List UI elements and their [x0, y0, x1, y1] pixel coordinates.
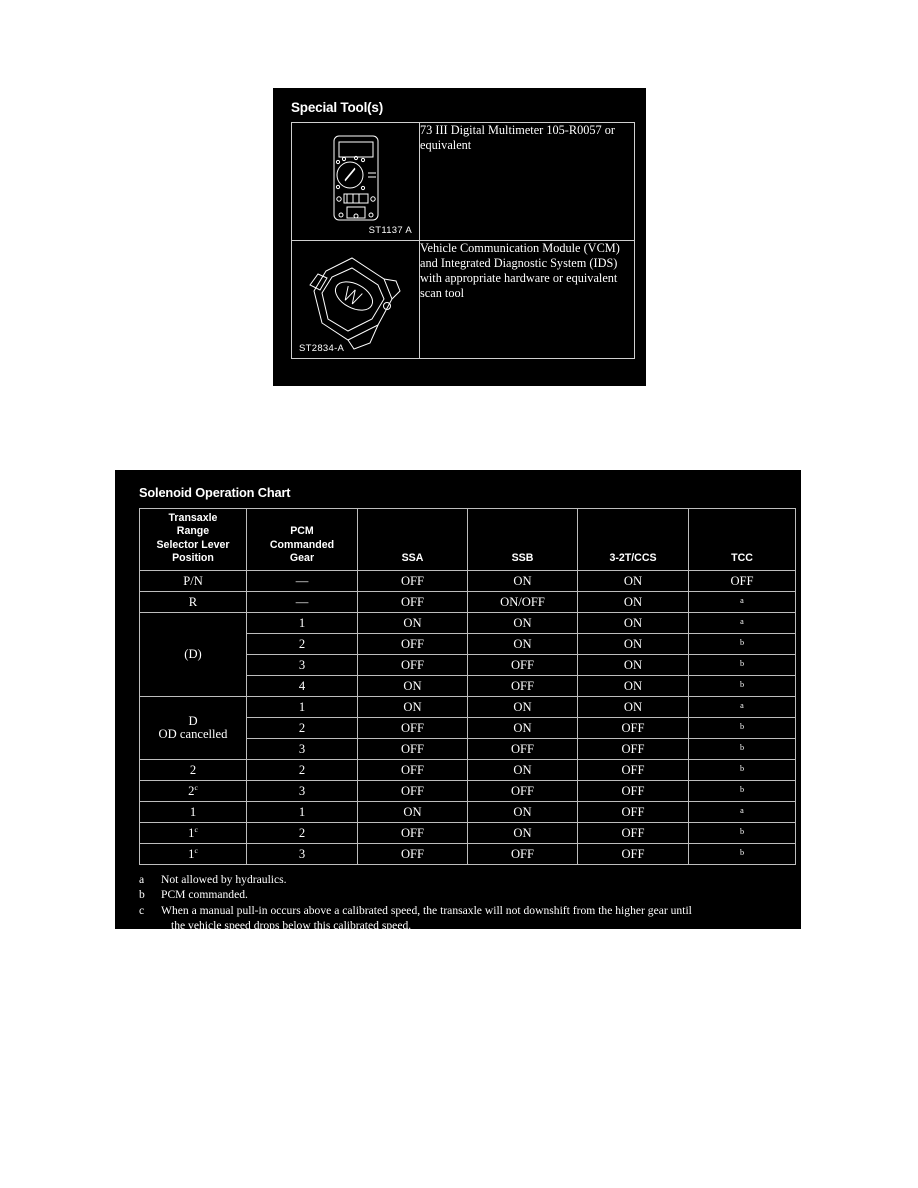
cell-ssb: ON	[468, 634, 578, 655]
footnote-marker: c	[194, 824, 198, 834]
cell-3-2t-ccs: OFF	[578, 823, 689, 844]
footnote-marker: b	[739, 721, 745, 731]
cell-ssb: OFF	[468, 676, 578, 697]
header-line: Transaxle	[168, 511, 218, 524]
footnote-mark: a	[139, 873, 145, 886]
footnote-marker: b	[739, 658, 745, 668]
cell-ssa: OFF	[358, 571, 468, 592]
footnote-item	[139, 872, 787, 887]
cell-ssb: ON	[468, 718, 578, 739]
footnote-text: PCM commanded.	[161, 888, 248, 902]
cell-ssa: OFF	[358, 634, 468, 655]
header-line: Gear	[289, 552, 315, 565]
table-row	[140, 697, 796, 718]
cell-ssb: ON	[468, 802, 578, 823]
cell-tcc	[689, 613, 796, 634]
cell-ssa: OFF	[358, 781, 468, 802]
cell-ssa: OFF	[358, 760, 468, 781]
header-line: Position	[172, 552, 214, 565]
cell-tcc	[689, 634, 796, 655]
cell-commanded-gear: 1	[247, 802, 358, 823]
position-line: 1$^c$	[188, 824, 198, 840]
cell-tcc	[689, 802, 796, 823]
cell-ssa: OFF	[358, 823, 468, 844]
cell-ssa: ON	[358, 676, 468, 697]
solenoid-chart-title: Solenoid Operation Chart	[139, 485, 291, 500]
footnote-text: Not allowed by hydraulics.	[161, 873, 287, 886]
cell-selector-position	[140, 592, 247, 613]
header-line: SSA	[401, 552, 424, 565]
header-line: TCC	[731, 552, 753, 565]
position-line: D	[188, 714, 198, 729]
cell-tcc	[689, 823, 796, 844]
cell-ssa: OFF	[358, 739, 468, 760]
footnote-marker: c	[194, 845, 198, 855]
footnote-marker: a	[740, 805, 744, 815]
cell-ssb: OFF	[468, 739, 578, 760]
solenoid-operation-chart-block	[115, 470, 801, 932]
header-line: SSB	[511, 552, 534, 565]
cell-tcc	[689, 655, 796, 676]
cell-commanded-gear: —	[247, 592, 358, 613]
cell-commanded-gear: 3	[247, 655, 358, 676]
table-row	[140, 571, 796, 592]
footnote-marker: b	[739, 847, 745, 857]
header-row	[140, 509, 796, 571]
position-line: (D)	[184, 647, 202, 662]
column-header-0	[140, 509, 247, 571]
tool-code-multimeter: ST1137 A	[368, 225, 412, 236]
cell-ssb: ON	[468, 697, 578, 718]
cell-3-2t-ccs: ON	[578, 697, 689, 718]
table-row	[292, 241, 635, 359]
column-header-4	[578, 509, 689, 571]
position-line: 1$^c$	[188, 845, 198, 861]
table-row	[292, 123, 635, 241]
position-line: 2$^c$	[188, 782, 198, 798]
position-line: P/N	[183, 573, 203, 588]
position-line: 1	[189, 804, 197, 819]
cell-ssa: ON	[358, 802, 468, 823]
cell-3-2t-ccs: ON	[578, 655, 689, 676]
footnote-marker: b	[739, 742, 745, 752]
cell-3-2t-ccs: OFF	[578, 718, 689, 739]
cell-ssb: ON/OFF	[468, 592, 578, 613]
footnote-text-continued: the vehicle speed drops below this calibrated speed.	[171, 918, 412, 932]
cell-commanded-gear: 1	[247, 697, 358, 718]
cell-ssb: OFF	[468, 781, 578, 802]
cell-3-2t-ccs: OFF	[578, 802, 689, 823]
cell-selector-position	[140, 823, 247, 844]
table-row	[140, 781, 796, 802]
cell-selector-position	[140, 760, 247, 781]
cell-ssb: ON	[468, 571, 578, 592]
cell-ssa: OFF	[358, 592, 468, 613]
vcm-description-cell: Vehicle Communication Module (VCM) and Integrated Diagnostic System (IDS) with appropriate hardware or equivalent scan tool	[420, 241, 635, 359]
cell-3-2t-ccs: ON	[578, 613, 689, 634]
cell-ssa: ON	[358, 697, 468, 718]
cell-commanded-gear: 2	[247, 760, 358, 781]
cell-tcc	[689, 760, 796, 781]
cell-tcc	[689, 592, 796, 613]
vcm-image-cell	[292, 241, 420, 359]
footnote-item	[139, 887, 787, 902]
cell-commanded-gear: 2	[247, 634, 358, 655]
header-line: PCM	[290, 525, 314, 538]
cell-3-2t-ccs: ON	[578, 634, 689, 655]
cell-commanded-gear: 3	[247, 844, 358, 865]
cell-ssb: ON	[468, 823, 578, 844]
cell-3-2t-ccs: ON	[578, 571, 689, 592]
column-header-1	[247, 509, 358, 571]
cell-tcc: OFF	[689, 571, 796, 592]
digital-multimeter-icon	[292, 123, 420, 241]
cell-ssb: ON	[468, 760, 578, 781]
cell-ssb: OFF	[468, 655, 578, 676]
column-header-5	[689, 509, 796, 571]
cell-selector-position	[140, 802, 247, 823]
cell-commanded-gear: 3	[247, 739, 358, 760]
special-tools-block	[273, 88, 646, 386]
cell-ssa: OFF	[358, 718, 468, 739]
table-row	[140, 823, 796, 844]
footnotes-list	[139, 872, 787, 933]
cell-3-2t-ccs: OFF	[578, 781, 689, 802]
cell-selector-position	[140, 697, 247, 760]
table-row	[140, 592, 796, 613]
footnote-marker: c	[194, 782, 198, 792]
footnote-mark: c	[139, 903, 145, 917]
footnote-mark: b	[139, 888, 145, 902]
header-line: Commanded	[269, 538, 335, 551]
table-body	[140, 571, 796, 865]
cell-ssb: OFF	[468, 844, 578, 865]
special-tools-title: Special Tool(s)	[291, 100, 384, 115]
cell-selector-position	[140, 571, 247, 592]
footnote-marker: b	[739, 679, 745, 689]
cell-3-2t-ccs: OFF	[578, 739, 689, 760]
footnote-item	[139, 903, 787, 934]
cell-tcc	[689, 739, 796, 760]
cell-commanded-gear: 1	[247, 613, 358, 634]
cell-commanded-gear: 3	[247, 781, 358, 802]
tool-code-vcm: ST2834-A	[299, 343, 345, 354]
cell-ssa: OFF	[358, 655, 468, 676]
cell-tcc	[689, 844, 796, 865]
cell-tcc	[689, 781, 796, 802]
table-header	[140, 509, 796, 571]
header-line: Selector Lever	[156, 538, 230, 551]
cell-selector-position	[140, 613, 247, 697]
footnote-marker: b	[739, 763, 745, 773]
position-line: R	[188, 594, 198, 609]
footnote-text: When a manual pull-in occurs above a calibrated speed, the transaxle will not downshift from the higher gear until the vehicle speed drops below this calibrated speed.	[161, 903, 787, 934]
column-header-2	[358, 509, 468, 571]
cell-3-2t-ccs: OFF	[578, 844, 689, 865]
cell-3-2t-ccs: ON	[578, 676, 689, 697]
header-line: Range	[176, 525, 210, 538]
multimeter-image-cell	[292, 123, 420, 241]
table-row	[140, 613, 796, 634]
multimeter-description-cell: 73 III Digital Multimeter 105-R0057 or equivalent	[420, 123, 635, 241]
cell-ssa: ON	[358, 613, 468, 634]
table-row	[140, 844, 796, 865]
table-row	[140, 760, 796, 781]
cell-commanded-gear: 2	[247, 823, 358, 844]
vehicle-communication-module-icon	[292, 241, 420, 359]
cell-tcc	[689, 718, 796, 739]
footnote-marker: a	[740, 595, 744, 605]
position-line: OD cancelled	[158, 727, 228, 741]
footnote-marker: b	[739, 637, 745, 647]
position-line: 2	[189, 762, 197, 777]
column-header-3	[468, 509, 578, 571]
footnote-marker: a	[740, 616, 744, 626]
special-tools-table	[291, 122, 635, 359]
footnote-marker: a	[740, 700, 744, 710]
cell-commanded-gear: —	[247, 571, 358, 592]
header-line: 3-2T/CCS	[609, 552, 657, 565]
solenoid-operation-table	[139, 508, 796, 865]
cell-3-2t-ccs: OFF	[578, 760, 689, 781]
cell-commanded-gear: 4	[247, 676, 358, 697]
cell-tcc	[689, 697, 796, 718]
cell-selector-position	[140, 781, 247, 802]
cell-tcc	[689, 676, 796, 697]
cell-3-2t-ccs: ON	[578, 592, 689, 613]
cell-selector-position	[140, 844, 247, 865]
footnote-marker: b	[739, 784, 745, 794]
cell-ssa: OFF	[358, 844, 468, 865]
table-row	[140, 802, 796, 823]
cell-ssb: ON	[468, 613, 578, 634]
footnote-marker: b	[739, 826, 745, 836]
cell-commanded-gear: 2	[247, 718, 358, 739]
